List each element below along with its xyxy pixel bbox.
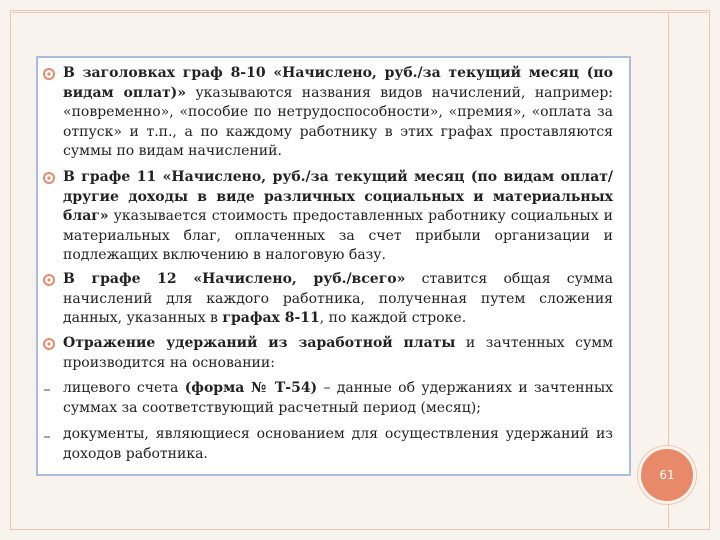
item-5-bold: (форма № Т-54) bbox=[184, 380, 318, 396]
item-5-text2: – данные об удержаниях и зачтенных суммах за соответствующий расчетный период (месяц); bbox=[63, 380, 613, 416]
item-1-bold: В заголовках граф 8-10 «Начислено, руб./за текущий месяц (по видам оплат)» bbox=[63, 65, 613, 101]
bullet-icon bbox=[42, 337, 56, 351]
top-frame-line bbox=[12, 12, 708, 17]
item-4 bbox=[63, 334, 613, 373]
dash-marker bbox=[44, 436, 50, 438]
item-1-text: указываются названия видов начислений, например: «повременно», «пособие по нетрудоспособности», «премия», «оплата за отпуск» и т.п., а по каждому работнику в этих графах проставляются суммы по видам начислений. bbox=[63, 84, 613, 159]
item-3 bbox=[63, 270, 613, 329]
page-number-badge bbox=[638, 446, 696, 504]
item-3-text2: , по каждой строке. bbox=[319, 310, 467, 326]
item-5 bbox=[63, 379, 613, 418]
item-2-bold: В графе 11 «Начислено, руб./за текущий месяц (по видам оплат/другие доходы в виде различных социальных и материальных благ» bbox=[63, 169, 613, 224]
bullet-icon bbox=[42, 171, 56, 185]
bullet-icon bbox=[42, 67, 56, 81]
item-2-text: указывается стоимость предоставленных работнику социальных и материальных благ, оплаченных за счет прибыли организации и подлежащих включению в налоговую базу. bbox=[63, 208, 613, 263]
item-1 bbox=[63, 64, 613, 162]
item-3-text: ставится общая сумма начислений для каждого работника, полученная путем сложения данных, указанных в bbox=[63, 271, 613, 326]
item-2 bbox=[63, 168, 613, 266]
item-3-bold2: графах 8-11 bbox=[222, 310, 320, 326]
item-5-text: лицевого счета bbox=[63, 380, 185, 396]
item-6 bbox=[63, 425, 613, 464]
item-6-text: документы, являющиеся основанием для осуществления удержаний из доходов работника. bbox=[63, 426, 613, 462]
page-number: 61 bbox=[659, 468, 675, 482]
bullet-icon bbox=[42, 273, 56, 287]
item-3-bold: В графе 12 «Начислено, руб./всего» bbox=[63, 271, 406, 287]
item-4-bold: Отражение удержаний из заработной платы bbox=[63, 335, 456, 351]
dash-marker bbox=[44, 389, 50, 391]
item-4-text: и зачтенных сумм производится на основании: bbox=[63, 335, 613, 371]
